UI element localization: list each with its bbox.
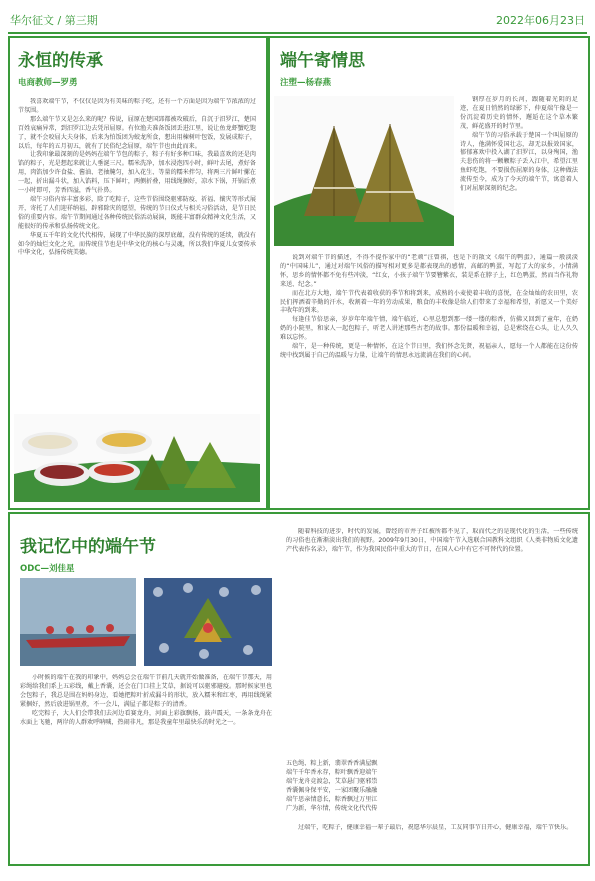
article3-byline: ODC—刘佳星 (20, 564, 75, 574)
paragraph: 吃完粽子，大人们会带我们去河边看赛龙舟，河面上彩旗飘扬，鼓声震天，一条条龙舟在水面上飞驰，两岸的人群欢呼呐喊，热闹非凡，那是我童年里最快乐的时光之一。 (20, 709, 272, 726)
issue-date: 2022年06月23日 (496, 14, 585, 27)
paragraph: 随着科技的进步，时代的发展，曾经的市井子红被所都不见了，取而代之的是现代化的生活，一些传统的习俗也在渐渐淡出我们的视野。2009年9月30日，中国端午节入选联合国教科文组织《人类非物质文化遗产代表作名录》，端午节，作为我国民俗中重大的节日，在国人心中有它不可替代的位置。 (286, 528, 578, 553)
article3-right-body (286, 528, 578, 756)
zongzi-bowls-photo (14, 414, 260, 502)
zongzi-blue-cloth-photo (144, 578, 272, 666)
article3-title: 我记忆中的端午节 (20, 537, 156, 557)
paragraph: 过端午，吃粽子，健康幸福一辈子最后，祝愿华尔晨星，工友同事节日开心，健康幸福，端午节快乐。 (298, 824, 573, 831)
article1-body (18, 98, 256, 410)
article2-title: 端午寄情思 (280, 51, 365, 71)
article2-byline: 注塑—杨春燕 (280, 78, 332, 88)
paragraph: 钢厚在岁月的长河，跟随着光阴的足迹，在夏日悄然的绿影下，仲夏端午像是一份沉淀着历史的情怀，邂逅在这个草木繁茂，鲜花盛开的时节里。 (460, 96, 578, 130)
zongzi-leaf-photo (274, 96, 454, 246)
paragraph: 端午，是一种传统，更是一种情怀，在这个节日里，我们怀念先贤，祝福亲人，愿每一个人都能在这份传统中找到属于自己的温暖与力量，让端午的情思永远流淌在我们的心间。 (280, 343, 578, 359)
paragraph: 小时候的端午在我的印象中，妈妈总会在端午节前几天就开始做准备，在端午节那天，用彩绳给我们系上五彩线，戴上香囊，还会在门口挂上艾草，据说可以驱邪避疫。那时候家里也会包粽子，我总是围在妈妈身边，看她把粽叶折成漏斗的形状，放入糯米和红枣，再用线绳紧紧捆好，然后放进锅里煮，不一会儿，满屋子都是粽子的清香。 (20, 674, 272, 708)
dragon-boat-photo (20, 578, 136, 666)
paragraph: 我喜欢端午节，不仅仅是因为有美味的粽子吃，还有一个方面是因为端午节浓浓的过节氛围。 (18, 98, 256, 114)
article1-byline: 电商教师—罗勇 (18, 78, 78, 88)
header-rule (8, 32, 587, 34)
article3-panel (8, 512, 590, 866)
article3-left-body (20, 674, 272, 858)
article2-body (280, 254, 578, 500)
paragraph: 让我印象最深刻的是妈妈在端午节包的粽子，粽子有好多种口味，我最喜欢的还是肉馅的粽子，光是想起来就让人垂涎三尺。糯米洗净，加水浸泡四小时，鲜叶去尾，煮好备用，肉馅加少许食盐、酱油、老抽腌匀，加入花生、等量的糯米拌匀，将两三片鲜叶摞在一起，折出漏斗状，加入馅料，压下鲜叶，两侧折叠，用线绳捆好，凉水下锅，开锅后煮一小时即可，芳香四溢，香气扑鼻。 (18, 151, 256, 195)
article2-side-text (460, 96, 578, 246)
article1-title: 永恒的传承 (18, 51, 103, 71)
page-header (8, 0, 587, 30)
article3-poem: 五色绳、粽上新，翡翠香香满屋飘 端午千年香永存，粽叶飘香迎端午 端午龙舟竞渡急，艾草悬门驱邪祟 香囊佩身保平安，一家团聚乐融融 端午思亲情意长，粽香飘过万里江 广为新，华尔情，传统文化代代传 (286, 760, 378, 812)
issue-label: 华尔征文 / 第三期 (10, 14, 98, 27)
paragraph: 那么端午节又是怎么来的呢？传说，屈原在楚国郢都被攻破后，自沉于汨罗江，楚国百姓哀痛异常，到汨罗江边去凭吊屈原。有位渔夫准备饭团丢进江里，说让鱼龙虾蟹吃饱了，就不会咬屈大夫身体，后来为怕饭团为蛟龙所食，想出用楝树叶包饭，发展成粽子，以后，每年的五月初五，就有了民俗纪念屈原，端午节也由此而来。 (18, 115, 256, 150)
article3-closing (286, 824, 578, 858)
paragraph: 端午节的习俗承载于楚国一个叫屈原的诗人，他满怀爱国壮志，却无以报效国家，郁郁寡欢中投入湖了汨罗江，以身殉国，渔夫悲伤的将一颗颗粽子丢入江中，希望江里鱼虾吃饱，不要损伤屈原的身体，这种做法流传至今，成为了今天的端午节，寓意着人们对屈原深刻的纪念。 (460, 131, 578, 193)
article2-panel (268, 36, 590, 510)
paragraph: 每逢佳节倍思亲，岁岁年年端午情，端午临近，心里总想到那一缕一缕的粽香，仿佛又回到了童年，在奶奶的小院里，和家人一起包粽子，听老人讲述那些古老的故事。那份温暖和幸福，总是萦绕在心头，让人久久难以忘怀。 (280, 316, 578, 342)
paragraph: 说到对端午节的描述，不得不提作家中的“老顽”汪曾祺，也是下的散文《端午的鸭蛋》，通篇一般淡淡的“中国味儿”，通过对端午风俗的描写相对更多是都表现出的感情，高邮的鸭蛋，写起了大的家乡，小情满怀，思乡的情怀都不免有些冲淡，“红女，小孩子端午节要簪紫衣，装是系在脖子上，红色鸭蛋，然而当作礼物来送、纪念。” (280, 254, 578, 288)
paragraph: 而在北方大地，端午节代表着收获的季节和将到来，成熟的小麦使着丰收的喜悦，在金灿灿的农田里，农民们挥洒着辛勤的汗水，收割着一年的劳动成果，粮食的丰收像是给人们带来了幸福和希望，祈愿又一个美好丰收年的到来。 (280, 289, 578, 315)
article1-panel (8, 36, 268, 510)
paragraph: 端午习俗内容丰富多彩，除了吃粽子，这些节俗围绕驱邪防疫、祈福、攘灾等形式展开，寄托了人们迎祥纳福，辟邪除灾的愿望，传统的节日仪式与相关习俗活动，是节日民俗的重要内容。端午节期间通过各种传统民俗活动展演，既能丰富群众精神文化生活，又能很好的传承和弘扬传统文化。 (18, 195, 256, 230)
paragraph: 华夏五千年的文化代代相传，展现了中华民族的深厚底蕴，没有传统的延续，就没有如今的灿烂文化之光，而传统佳节也是中华文化的核心与灵魂，所以我们华夏儿女要传承中华文化，弘扬传统美德。 (18, 231, 256, 257)
